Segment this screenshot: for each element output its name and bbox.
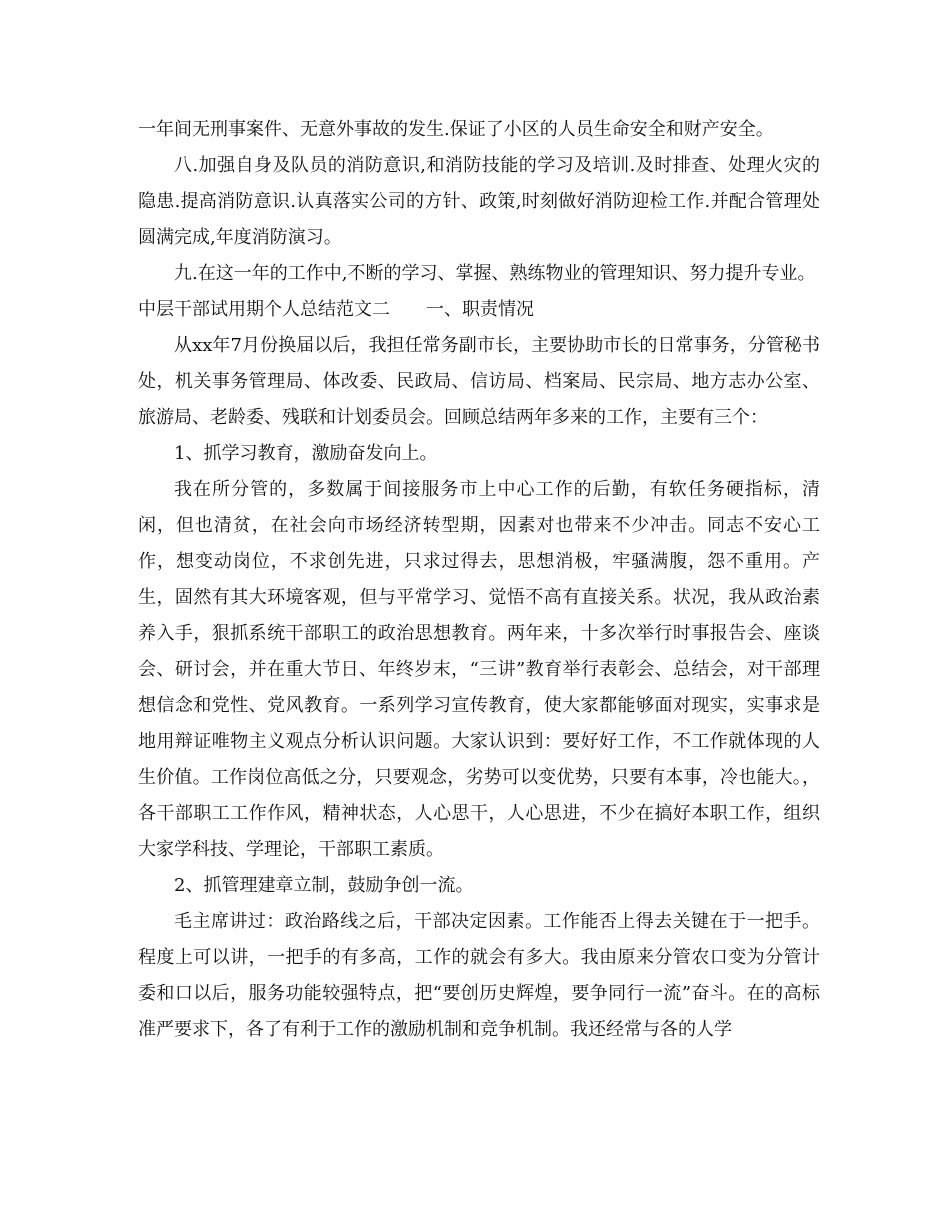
- paragraph-5: 从xx年7月份换届以后，我担任常务副市长，主要协助市长的日常事务，分管秘书处，机关事务管理局、体改委、民政局、信访局、档案局、民宗局、地方志办公室、旅游局、老龄委、残联和计划委员会。回顾总结两年多来的工作，主要有三个：: [138, 335, 820, 428]
- paragraph-3: 九.在这一年的工作中,不断的学习、掌握、熟练物业的管理知识、努力提升专业。: [174, 263, 816, 284]
- paragraph-6: 1、抓学习教育，激励奋发向上。: [174, 443, 438, 464]
- paragraph-9: 毛主席讲过：政治路线之后，干部决定因素。工作能否上得去关键在于一把手。程度上可以讲，一把手的有多高，工作的就会有多大。我由原来分管农口变为分管计委和口以后，服务功能较强特点，把“要创历史辉煌，要争同行一流”奋斗。在的高标准严要求下，各了有利于工作的激励机制和竞争机制。我还经常与各的人学: [138, 911, 820, 1040]
- paragraph-8: 2、抓管理建章立制，鼓励争创一流。: [174, 875, 474, 896]
- section-heading: 中层干部试用期个人总结范文二 一、职责情况: [138, 299, 534, 320]
- paragraph-2: 八.加强自身及队员的消防意识,和消防技能的学习及培训.及时排查、处理火灾的隐患.提高消防意识.认真落实公司的方针、政策,时刻做好消防迎检工作.并配合管理处圆满完成,年度消防演习。: [138, 155, 820, 248]
- paragraph-7: 我在所分管的，多数属于间接服务市上中心工作的后勤，有软任务硬指标，清闲，但也清贫，在社会向市场经济转型期，因素对也带来不少冲击。同志不安心工作，想变动岗位，不求创先进，只求过得去，思想消极，牢骚满腹，怨不重用。产生，固然有其大环境客观，但与平常学习、觉悟不高有直接关系。状况，我从政治素养入手，狠抓系统干部职工的政治思想教育。两年来，十多次举行时事报告会、座谈会、研讨会，并在重大节日、年终岁末，“三讲”教育举行表彰会、总结会，对干部理想信念和党性、党风教育。一系列学习宣传教育，使大家都能够面对现实，实事求是地用辩证唯物主义观点分析认识问题。大家认识到：要好好工作，不工作就体现的人生价值。工作岗位高低之分，只要观念，劣势可以变优势，只要有本事，冷也能大。，各干部职工工作作风，精神状态，人心思干，人心思进，不少在搞好本职工作，组织大家学科技、学理论，干部职工素质。: [138, 479, 820, 860]
- paragraph-1: 一年间无刑事案件、无意外事故的发生.保证了小区的人员生命安全和财产安全。: [138, 119, 774, 140]
- document-body: [138, 112, 820, 1048]
